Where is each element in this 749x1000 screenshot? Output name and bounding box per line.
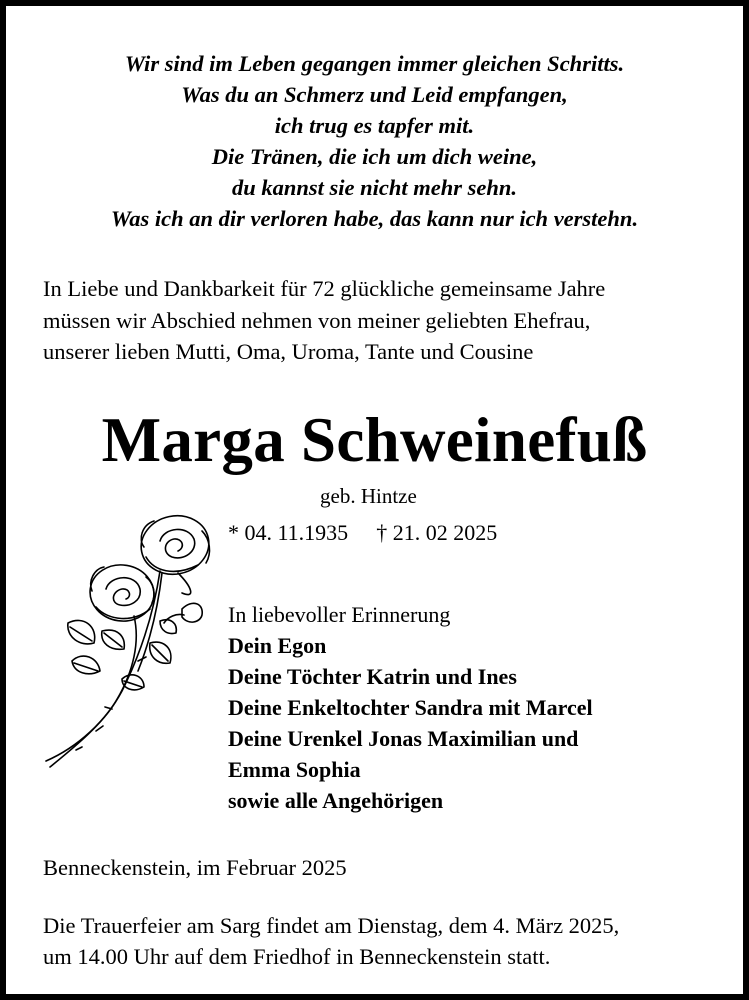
mourner-name: Deine Enkeltochter Sandra mit Marcel bbox=[228, 695, 593, 720]
poem-line: du kannst sie nicht mehr sehn. bbox=[231, 175, 518, 200]
life-dates bbox=[228, 518, 497, 548]
poem-line: ich trug es tapfer mit. bbox=[274, 113, 475, 138]
mourners bbox=[228, 599, 593, 816]
intro-line: unserer lieben Mutti, Oma, Uroma, Tante und Cousine bbox=[43, 339, 534, 364]
mourner-name: Emma Sophia bbox=[228, 757, 361, 782]
mourners-opening: In liebevoller Erinnerung bbox=[228, 602, 451, 627]
poem-line: Was du an Schmerz und Leid empfangen, bbox=[181, 82, 568, 107]
birth-name: geb. Hintze bbox=[320, 484, 417, 508]
death-date: † 21. 02 2025 bbox=[376, 520, 498, 545]
intro-line: müssen wir Abschied nehmen von meiner geliebten Ehefrau, bbox=[43, 307, 591, 333]
place-and-date: Benneckenstein, im Februar 2025 bbox=[43, 855, 347, 880]
mourner-name: Deine Töchter Katrin und Ines bbox=[228, 664, 517, 689]
mourner-name: sowie alle Angehörigen bbox=[228, 788, 444, 813]
mourner-name: Deine Urenkel Jonas Maximilian und bbox=[228, 726, 579, 751]
birth-date: * 04. 11.1935 bbox=[228, 520, 349, 545]
roses-drawing-icon bbox=[42, 511, 218, 771]
intro-line: In Liebe und Dankbarkeit für 72 glückliche gemeinsame Jahre bbox=[43, 276, 606, 301]
service-line: um 14.00 Uhr auf dem Friedhof in Benneckenstein statt. bbox=[43, 944, 551, 969]
poem-line: Wir sind im Leben gegangen immer gleichen Schritts. bbox=[124, 51, 625, 76]
poem bbox=[12, 48, 737, 234]
poem-line: Was ich an dir verloren habe, das kann nur ich verstehn. bbox=[110, 206, 639, 231]
mourner-name: Dein Egon bbox=[228, 633, 327, 658]
service-info bbox=[43, 910, 619, 972]
service-line: Die Trauerfeier am Sarg findet am Dienstag, dem 4. März 2025, bbox=[43, 913, 620, 938]
deceased-name: Marga Schweinefuß bbox=[101, 405, 648, 475]
intro-text bbox=[43, 273, 605, 368]
poem-line: Die Tränen, die ich um dich weine, bbox=[211, 144, 538, 169]
